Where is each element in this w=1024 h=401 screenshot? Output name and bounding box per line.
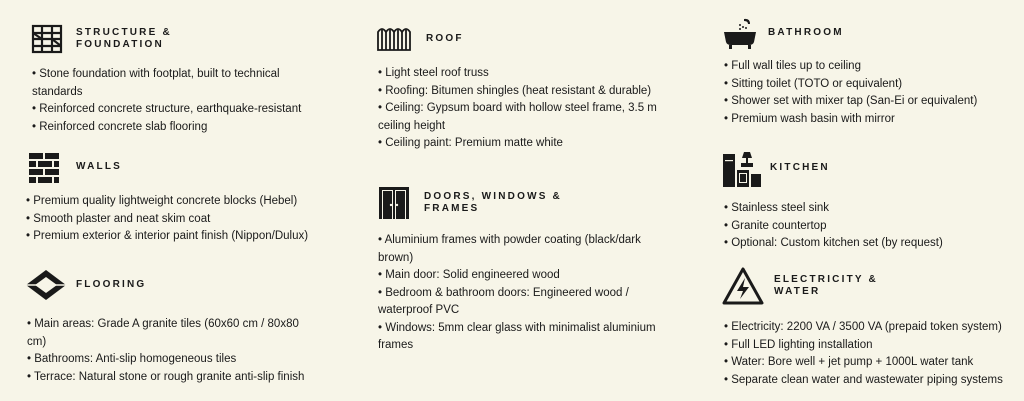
list-item: • Smooth plaster and neat skim coat <box>26 212 211 225</box>
list-item: • Windows: 5mm clear glass with minimalist aluminium frames <box>378 321 656 351</box>
roof-list <box>378 65 678 153</box>
kitchen-list <box>724 200 1014 253</box>
list-item: • Granite countertop <box>724 219 827 232</box>
list-item: • Roofing: Bitumen shingles (heat resistant & durable) <box>378 84 652 97</box>
list-item: • Full LED lighting installation <box>724 338 873 351</box>
list-item: • Bathrooms: Anti-slip homogeneous tiles <box>27 353 237 365</box>
section-title: FLOORING <box>76 279 147 290</box>
bathroom-list <box>724 58 1014 128</box>
flooring-list <box>27 316 317 386</box>
section-title: BATHROOM <box>768 27 844 38</box>
electricity-heading <box>722 266 878 306</box>
walls-heading <box>28 150 122 184</box>
list-item: • Reinforced concrete structure, earthquake-resistant <box>32 103 302 115</box>
structure-heading <box>30 22 172 56</box>
list-item: • Electricity: 2200 VA / 3500 VA (prepaid token system) <box>724 321 1002 333</box>
list-item: • Water: Bore well + jet pump + 1000L water tank <box>724 356 974 368</box>
roof-shingles-icon <box>376 22 412 56</box>
doors-heading <box>378 186 562 220</box>
list-item: • Shower set with mixer tap (San-Ei or equivalent) <box>724 95 978 107</box>
high-voltage-icon <box>722 266 764 306</box>
bathroom-heading <box>722 16 844 50</box>
bathtub-icon <box>722 16 758 50</box>
structure-list <box>32 66 322 136</box>
list-item: • Stone foundation with footplat, built to technical standards <box>32 68 280 98</box>
section-title: STRUCTURE & FOUNDATION <box>76 27 172 50</box>
double-door-icon <box>378 186 410 220</box>
section-title: DOORS, WINDOWS & FRAMES <box>424 191 562 214</box>
list-item: • Ceiling: Gypsum board with hollow steel frame, 3.5 m ceiling height <box>378 102 657 132</box>
list-item: • Sitting toilet (TOTO or equivalent) <box>724 77 903 90</box>
list-item: • Full wall tiles up to ceiling <box>724 60 861 72</box>
section-title: ROOF <box>426 33 464 44</box>
electricity-list <box>724 319 1019 389</box>
section-title: ELECTRICITY & WATER <box>774 274 878 297</box>
floor-tile-icon <box>24 268 68 302</box>
list-item: • Terrace: Natural stone or rough granite anti-slip finish <box>27 370 305 383</box>
list-item: • Ceiling paint: Premium matte white <box>378 137 563 149</box>
scaffold-icon <box>30 22 64 56</box>
list-item: • Main door: Solid engineered wood <box>378 269 560 281</box>
section-title: WALLS <box>76 161 122 172</box>
list-item: • Bedroom & bathroom doors: Engineered wood / waterproof PVC <box>378 286 629 316</box>
list-item: • Separate clean water and wastewater piping systems <box>724 373 1003 386</box>
list-item: • Optional: Custom kitchen set (by request) <box>724 237 943 249</box>
list-item: • Stainless steel sink <box>724 202 830 214</box>
kitchen-icon <box>722 148 762 188</box>
flooring-heading <box>24 268 146 302</box>
list-item: • Premium quality lightweight concrete blocks (Hebel) <box>26 195 298 207</box>
list-item: • Premium wash basin with mirror <box>724 112 895 125</box>
list-item: • Main areas: Grade A granite tiles (60x60 cm / 80x80 cm) <box>27 318 299 348</box>
kitchen-heading <box>722 148 830 188</box>
brick-wall-icon <box>28 150 62 184</box>
list-item: • Premium exterior & interior paint finish (Nippon/Dulux) <box>26 230 309 242</box>
list-item: • Reinforced concrete slab flooring <box>32 120 208 133</box>
walls-list <box>26 193 326 246</box>
section-title: KITCHEN <box>770 162 830 173</box>
roof-heading <box>376 22 464 56</box>
doors-list <box>378 232 668 355</box>
list-item: • Aluminium frames with powder coating (black/dark brown) <box>378 234 641 264</box>
list-item: • Light steel roof truss <box>378 67 489 79</box>
